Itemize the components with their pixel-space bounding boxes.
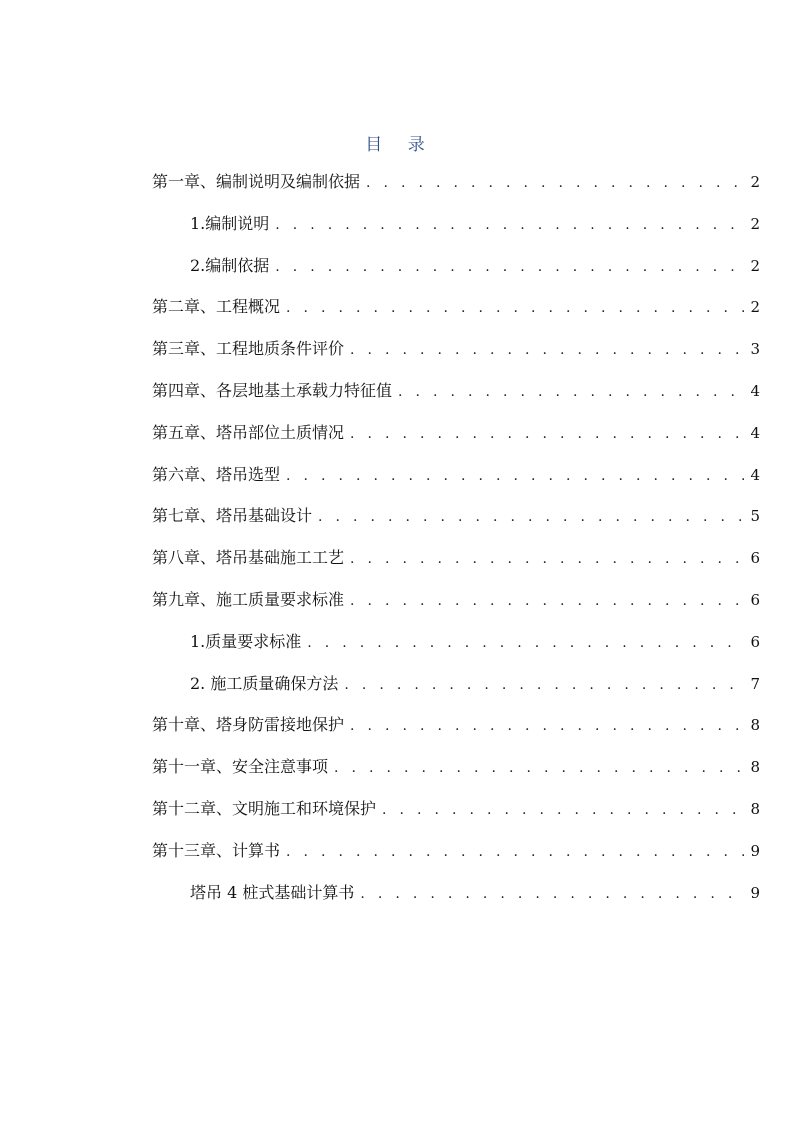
toc-dot-leader: [286, 839, 744, 865]
toc-page-number: 6: [750, 549, 760, 568]
toc-entry-text: 第十三章、计算书: [152, 840, 281, 860]
toc-entry-text: 1.编制说明: [190, 213, 270, 233]
toc-page-number: 6: [750, 591, 760, 609]
toc-page-number: 8: [750, 758, 760, 777]
toc-entry-text: 第五章、塔吊部位土质情况: [152, 422, 345, 442]
toc-dot-leader: [286, 463, 744, 489]
toc-dot-leader: [275, 254, 744, 280]
toc-entry-text: 第十章、塔身防雷接地保护: [152, 715, 345, 735]
toc-dot-leader: [350, 337, 744, 363]
toc-dot-leader: [275, 212, 744, 238]
toc-entry-text: 第六章、塔吊选型: [152, 464, 281, 484]
toc-entry-text: 塔吊 4 桩式基础计算书: [190, 882, 355, 902]
toc-entry[interactable]: [152, 420, 760, 446]
toc-entry-text: 第二章、工程概况: [152, 297, 281, 317]
toc-dot-leader: [350, 546, 744, 572]
toc-page-number: 6: [750, 632, 760, 651]
toc-entry-text: 第十二章、文明施工和环境保护: [152, 799, 377, 818]
toc-entry[interactable]: [152, 169, 760, 195]
toc-entry[interactable]: [190, 253, 760, 279]
toc-entry-text: 第九章、施工质量要求标准: [152, 590, 345, 609]
toc-entry-text: 第七章、塔吊基础设计: [152, 506, 313, 526]
toc-dot-leader: [344, 672, 744, 698]
toc-page-number: 9: [750, 883, 760, 902]
toc-dot-leader: [318, 504, 744, 530]
toc-dot-leader: [350, 421, 744, 447]
toc-entry[interactable]: [152, 462, 760, 488]
toc-dot-leader: [366, 170, 744, 196]
toc-page-number: 2: [750, 256, 760, 275]
toc-entry[interactable]: [152, 545, 760, 571]
toc-page-number: 5: [750, 507, 760, 526]
toc-dot-leader: [398, 379, 744, 405]
toc-entry-text: 第十一章、安全注意事项: [152, 757, 329, 777]
toc-entry[interactable]: [152, 587, 760, 613]
toc-entry[interactable]: [190, 671, 760, 697]
toc-entry[interactable]: [152, 503, 760, 529]
toc-entry[interactable]: [152, 838, 760, 864]
toc-dot-leader: [350, 588, 744, 614]
toc-entry-text: 第一章、编制说明及编制依据: [152, 172, 361, 191]
toc-entry-text: 第四章、各层地基土承载力特征值: [152, 381, 393, 400]
toc-entry[interactable]: [190, 880, 760, 906]
toc-entry[interactable]: [190, 629, 760, 655]
toc-entry[interactable]: [152, 712, 760, 738]
toc-page-number: 4: [750, 423, 760, 442]
toc-dot-leader: [286, 295, 744, 321]
toc-page-number: 3: [750, 340, 760, 359]
toc-page-number: 2: [750, 173, 760, 191]
toc-entry[interactable]: [152, 294, 760, 320]
toc-entry[interactable]: [152, 754, 760, 780]
toc-page-number: 4: [750, 465, 760, 484]
toc-dot-leader: [350, 713, 744, 739]
toc-page-number: 8: [750, 716, 760, 735]
toc-entry[interactable]: [152, 336, 760, 362]
toc-dot-leader: [334, 755, 744, 781]
toc-page-number: 4: [750, 382, 760, 400]
toc-page-number: 2: [750, 298, 760, 317]
toc-entry-text: 第三章、工程地质条件评价: [152, 339, 345, 359]
toc-dot-leader: [360, 881, 744, 907]
toc-entry-text: 第八章、塔吊基础施工工艺: [152, 548, 345, 568]
toc-entry[interactable]: [152, 796, 760, 822]
toc-dot-leader: [307, 630, 744, 656]
toc-entry-text: 2. 施工质量确保方法: [190, 673, 339, 693]
toc-page-number: 2: [750, 214, 760, 233]
toc-page-number: 8: [750, 800, 760, 818]
toc-dot-leader: [382, 797, 744, 823]
toc-entry-text: 2.编制依据: [190, 255, 270, 275]
toc-entry[interactable]: [152, 378, 760, 404]
toc-entry-text: 1.质量要求标准: [190, 631, 302, 651]
toc-title: 目 录: [365, 135, 435, 155]
toc-entry[interactable]: [190, 211, 760, 237]
toc-page-number: 9: [750, 841, 760, 860]
toc-page-number: 7: [750, 674, 760, 693]
